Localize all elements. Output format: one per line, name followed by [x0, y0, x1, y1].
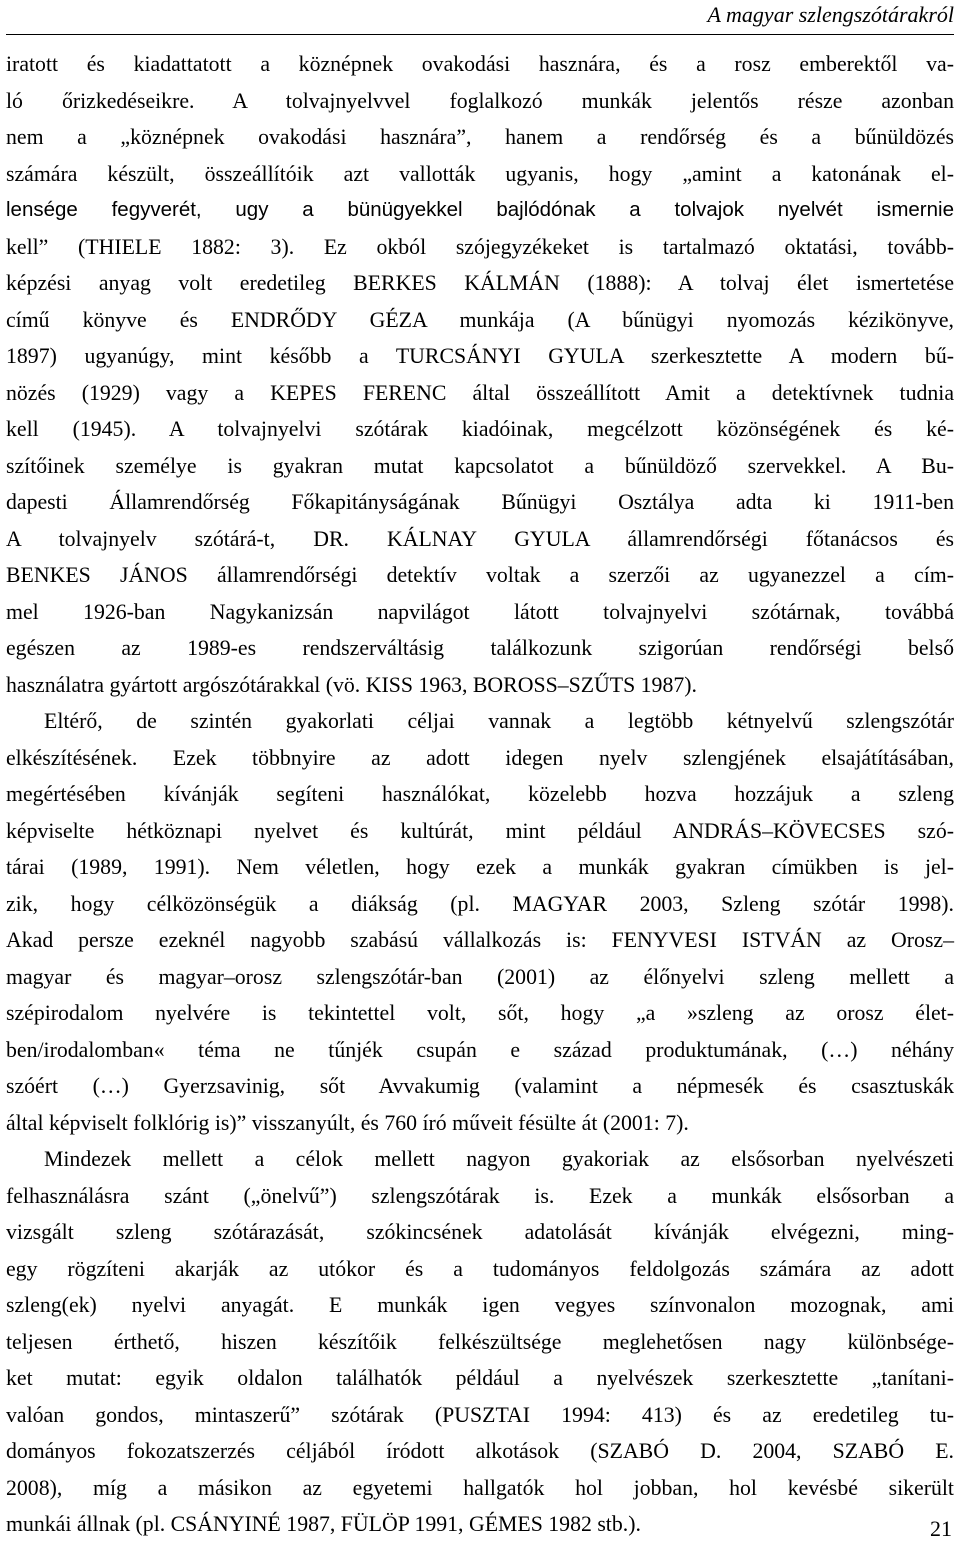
text-line: egészen az 1989-es rendszerváltásig találkozunk szigorúan rendőrségi belső	[6, 636, 954, 660]
text-line: dapesti Államrendőrség Főkapitányságának Bűnügyi Osztálya adta ki 1911-ben	[6, 490, 954, 514]
text-line: iratott és kiadattatott a köznépnek ovakodási hasznára, és a rosz emberektől va-	[6, 52, 954, 76]
text-line: mel 1926-ban Nagykanizsán napvilágot látott tolvajnyelvi szótárnak, továbbá	[6, 599, 954, 624]
text-line: valóan gondos, mintaszerű” szótárak (PUSZTAI 1994: 413) és az eredetileg tu-	[6, 1402, 954, 1427]
text-line: által képviselt folklórig is)” visszanyúlt, és 760 író műveit fésülte át (2001: 7).	[6, 1110, 689, 1135]
body-text	[6, 46, 954, 1543]
running-header: A magyar szlengszótárakról	[707, 2, 954, 27]
text-line: 1897) ugyanúgy, mint később a TURCSÁNYI GYULA szerkesztette A modern bű-	[6, 344, 954, 368]
text-line: Eltérő, de szintén gyakorlati céljai vannak a legtöbb kétnyelvű szlengszótár	[44, 709, 954, 733]
text-line: kell” (THIELE 1882: 3). Ez okból szójegyzékeket is tartalmazó oktatási, tovább-	[6, 234, 954, 259]
text-line: ben/irodalomban« téma ne tűnjék csupán e század produktumának, (…) néhány	[6, 1037, 954, 1062]
text-line: teljesen érthető, hiszen készítőik felkészültsége meglehetősen nagy különbsége-	[6, 1329, 954, 1354]
text-line: lensége fegyverét, ugy a bünügyekkel bajlódónak a tolvajok nyelvét ismernie	[6, 198, 954, 221]
text-line: Akad persze ezeknél nagyobb szabású vállalkozás is: FENYVESI ISTVÁN az Orosz–	[6, 928, 954, 952]
text-line: kell (1945). A tolvajnyelvi szótárak kiadóinak, megcélzott közönségének és ké-	[6, 417, 954, 441]
text-line: ló őrizkedéseikre. A tolvajnyelvvel foglalkozó munkák jelentős része azonban	[6, 88, 954, 113]
text-line: A tolvajnyelv szótárá-t, DR. KÁLNAY GYULA államrendőrségi főtanácsos és	[6, 526, 954, 551]
text-line: szépirodalom nyelvére is tekintettel volt, sőt, hogy „a »szleng az orosz élet-	[6, 1001, 954, 1025]
text-line: nözés (1929) vagy a KEPES FERENC által összeállított Amit a detektívnek tudnia	[6, 380, 954, 405]
text-line: szleng(ek) nyelvi anyagát. E munkák igen vegyes színvonalon mozognak, ami	[6, 1293, 954, 1317]
text-line: 2008), míg a másikon az egyetemi hallgatók hol jobban, hol kevésbé sikerült	[6, 1475, 954, 1500]
text-line: nem a „köznépnek ovakodási hasznára”, hanem a rendőrség és a bűnüldözés	[6, 125, 954, 149]
text-line: elkészítésének. Ezek többnyire az adott idegen nyelv szlengjének elsajátításában,	[6, 745, 954, 770]
text-line: zik, hogy célközönségük a diákság (pl. MAGYAR 2003, Szleng szótár 1998).	[6, 891, 954, 916]
text-line: dományos fokozatszerzés céljából íródott alkotások (SZABÓ D. 2004, SZABÓ E.	[6, 1439, 954, 1463]
text-line: BENKES JÁNOS államrendőrségi detektív voltak a szerzői az ugyanezzel a cím-	[6, 563, 954, 587]
text-line: képviselte hétköznapi nyelvet és kultúrát, mint például ANDRÁS–KÖVECSES szó-	[6, 818, 954, 843]
page-number: 21	[930, 1516, 952, 1541]
header-rule	[6, 34, 954, 35]
text-line: szóért (…) Gyerzsavinig, sőt Avvakumig (valamint a népmesék és csasztuskák	[6, 1074, 954, 1098]
text-line: szítőinek személye is gyakran mutat kapcsolatot a bűnüldöző szervekkel. A Bu-	[6, 453, 954, 478]
text-line: számára készült, összeállítóik azt vallották ugyanis, hogy „amint a katonának el-	[6, 161, 954, 186]
text-line: ket mutat: egyik oldalon találhatók például a nyelvészek szerkesztette „tanítani-	[6, 1366, 954, 1390]
text-line: Mindezek mellett a célok mellett nagyon gyakoriak az elsősorban nyelvészeti	[44, 1147, 954, 1171]
text-line: vizsgált szleng szótárazását, szókincsének adatolását kívánják elvégezni, ming-	[6, 1220, 954, 1244]
text-line: magyar és magyar–orosz szlengszótár-ban (2001) az élőnyelvi szleng mellett a	[6, 964, 954, 989]
text-line: felhasználásra szánt („önelvű”) szlengszótárak is. Ezek a munkák elsősorban a	[6, 1183, 954, 1208]
text-line: használatra gyártott argószótárakkal (vö. KISS 1963, BOROSS–SZŰTS 1987).	[6, 672, 697, 697]
text-line: képzési anyag volt eredetileg BERKES KÁLMÁN (1888): A tolvaj élet ismertetése	[6, 271, 954, 295]
text-line: című könyve és ENDRŐDY GÉZA munkája (A bűnügyi nyomozás kézikönyve,	[6, 307, 954, 332]
text-line: megértésében kívánják segíteni használókat, közelebb hozva hozzájuk a szleng	[6, 782, 954, 806]
text-line: egy rögzíteni akarják az utókor és a tudományos feldolgozás számára az adott	[6, 1256, 954, 1281]
text-line: tárai (1989, 1991). Nem véletlen, hogy ezek a munkák gyakran címükben is jel-	[6, 855, 954, 879]
text-line: munkái állnak (pl. CSÁNYINÉ 1987, FÜLÖP 1991, GÉMES 1982 stb.).	[6, 1512, 641, 1536]
